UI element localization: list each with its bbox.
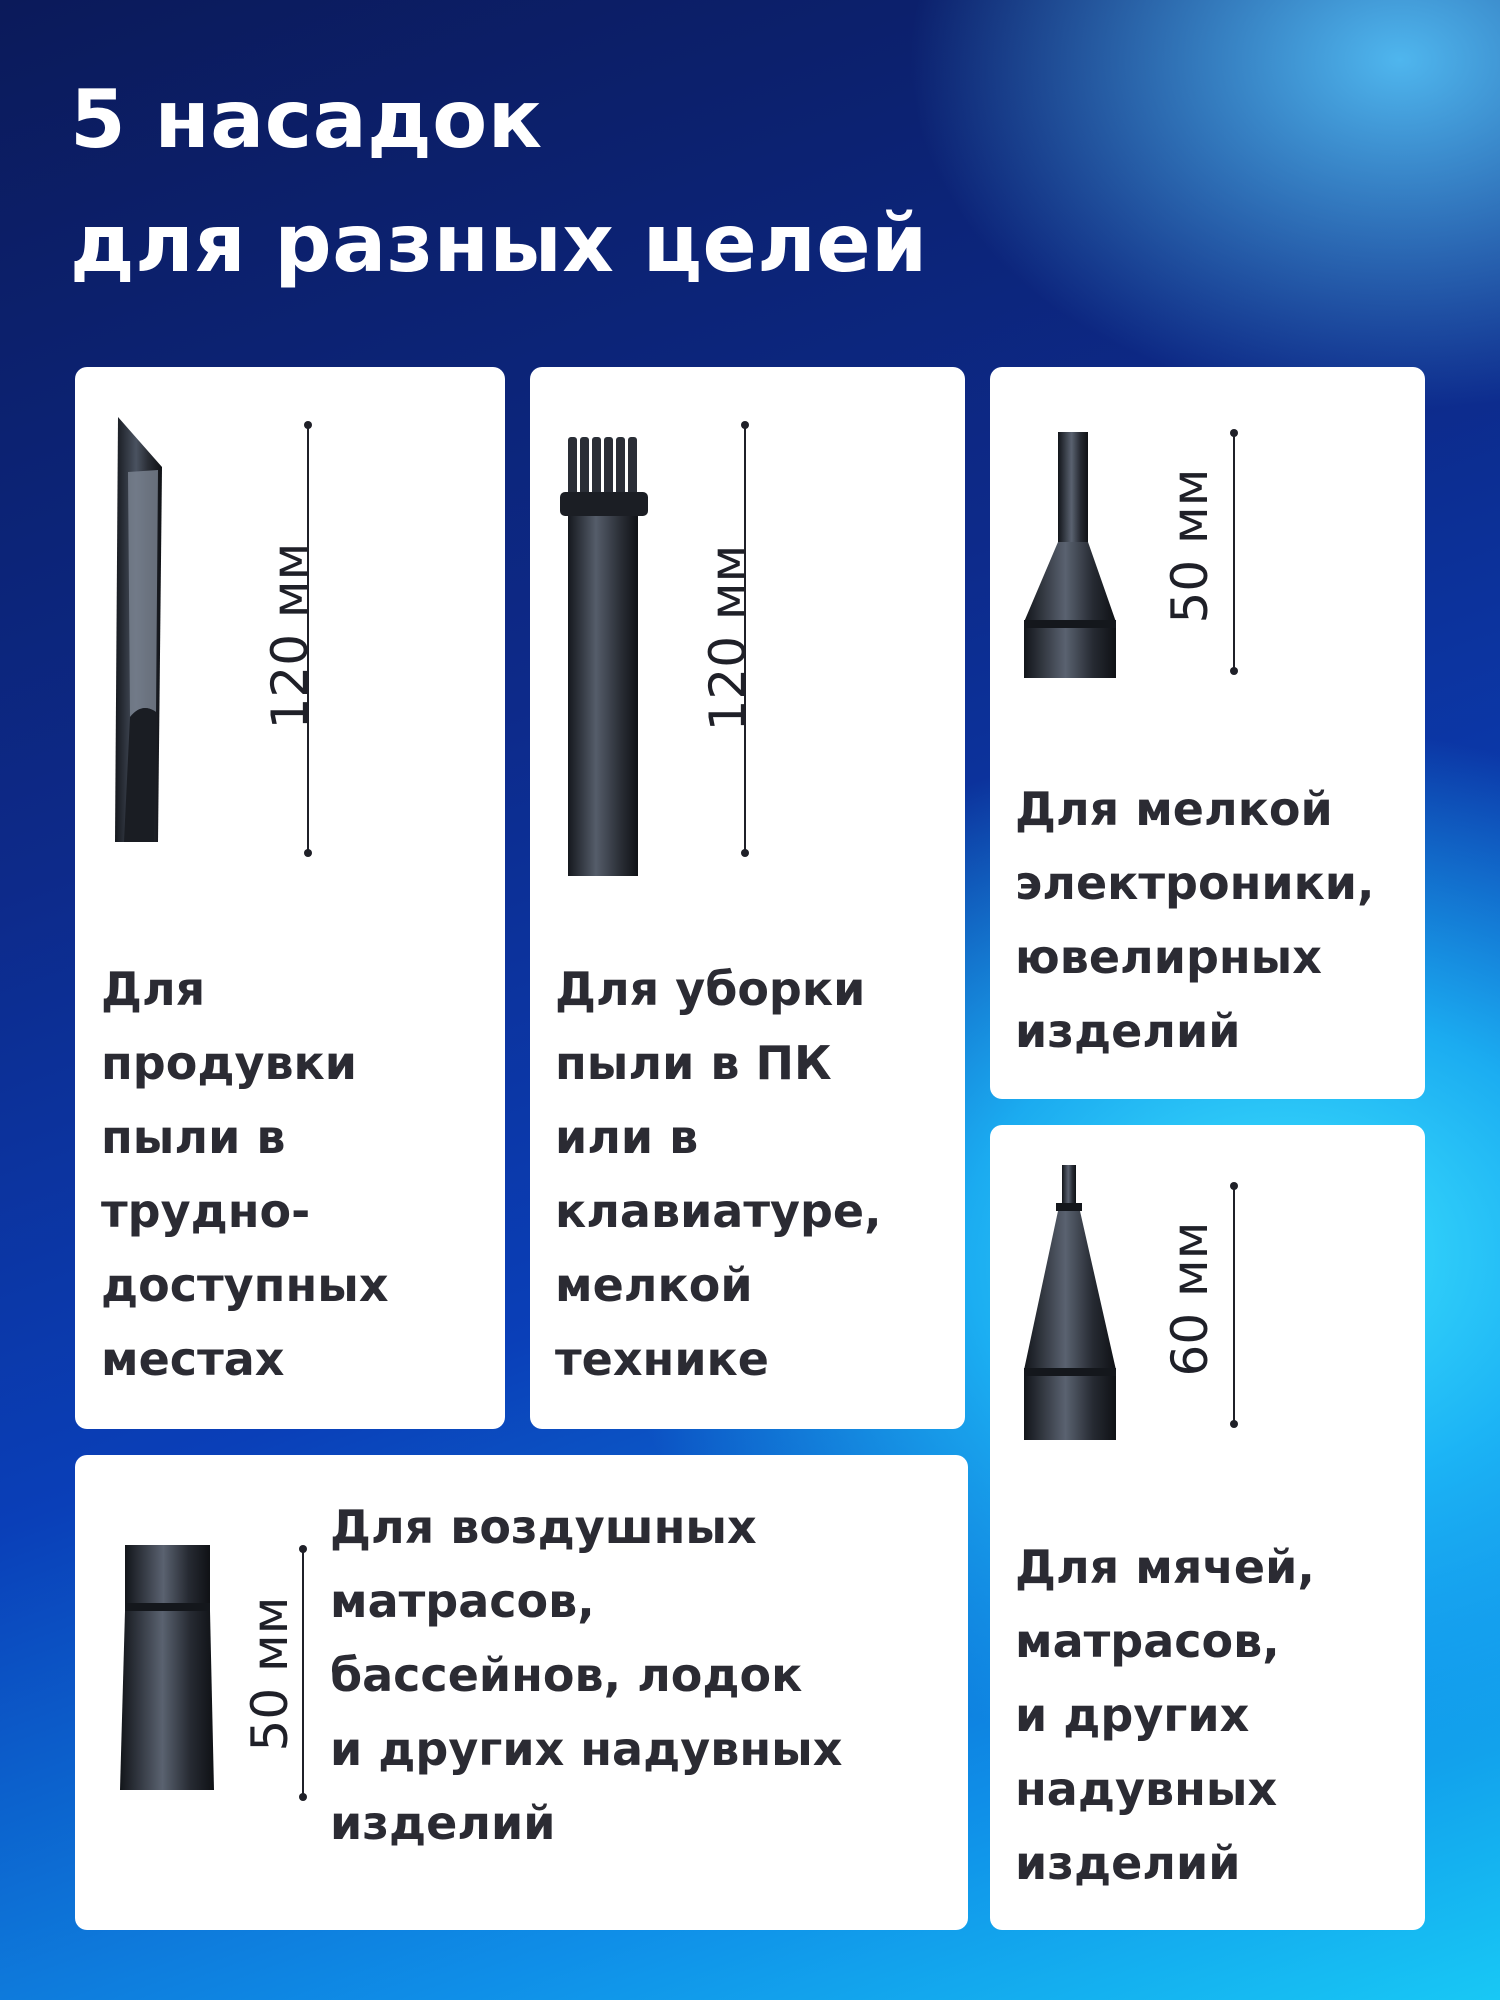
wide-nozzle-description: Для воздушных матрасов, бассейнов, лодок и других надувных изделий — [330, 1500, 843, 1850]
card-needle-nozzle — [990, 1125, 1425, 1930]
brush-nozzle-image — [560, 437, 650, 877]
fine-nozzle-description: Для мелкой электроники, ювелирных изделий — [1015, 782, 1375, 1058]
needle-nozzle-image — [1020, 1165, 1120, 1445]
wide-nozzle-dimension: 50 мм — [241, 1596, 299, 1752]
needle-nozzle-dimension: 60 мм — [1161, 1221, 1219, 1377]
page-title — [70, 58, 928, 306]
fine-nozzle-measure-line — [1228, 427, 1240, 677]
flat-nozzle-dimension: 120 мм — [261, 542, 319, 730]
card-fine-nozzle — [990, 367, 1425, 1099]
fine-nozzle-dimension: 50 мм — [1161, 468, 1219, 624]
needle-nozzle-description: Для мячей, матрасов, и других надувных изделий — [1015, 1540, 1315, 1890]
card-brush-nozzle — [530, 367, 965, 1429]
flat-nozzle-description: Для продувки пыли в трудно- доступных местах — [101, 962, 389, 1386]
card-wide-nozzle — [75, 1455, 968, 1930]
brush-nozzle-dimension: 120 мм — [699, 544, 757, 732]
card-flat-nozzle — [75, 367, 505, 1429]
flat-nozzle-image — [110, 412, 200, 852]
wide-nozzle-image — [120, 1545, 220, 1795]
needle-nozzle-measure-line — [1228, 1180, 1240, 1430]
title-line-2: для разных целей — [70, 197, 928, 290]
title-line-1: 5 насадок — [70, 73, 543, 166]
brush-nozzle-description: Для уборки пыли в ПК или в клавиатуре, мелкой технике — [555, 962, 882, 1386]
fine-nozzle-image — [1020, 432, 1120, 682]
